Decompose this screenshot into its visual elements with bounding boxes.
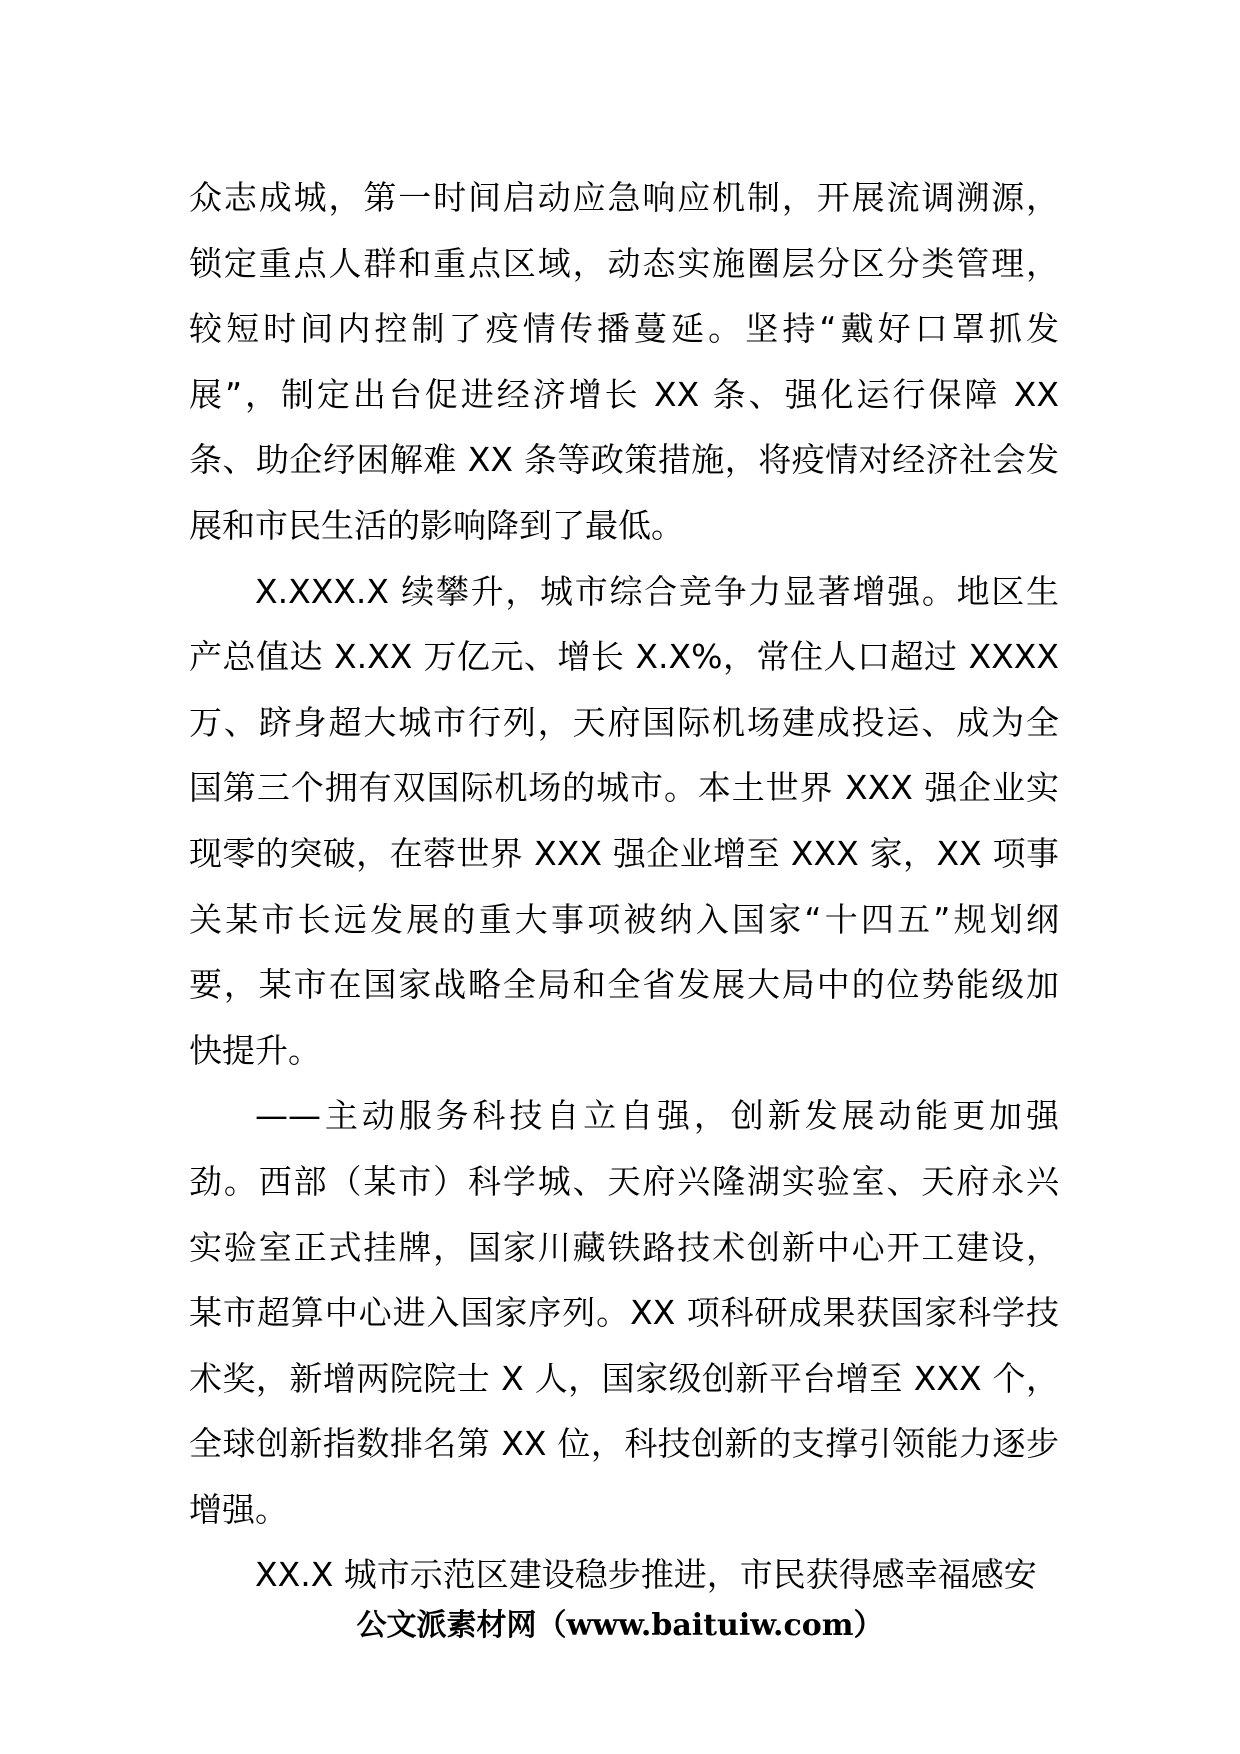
- text-line: 要，某市在国家战略全局和全省发展大局中的位势能级加: [189, 965, 1059, 1005]
- text-line: 某市超算中心进入国家序列。XX 项科研成果获国家科学技: [189, 1293, 1059, 1333]
- body-text: [189, 165, 1059, 1608]
- text-line: ——主动服务科技自立自强，创新发展动能更加强: [255, 1096, 1059, 1136]
- paragraph: [189, 559, 1059, 1084]
- text-line: 众志成城，第一时间启动应急响应机制，开展流调溯源，: [189, 178, 1059, 217]
- text-line: 关某市长远发展的重大事项被纳入国家“十四五”规划纲: [189, 899, 1059, 939]
- text-line: 锁定重点人群和重点区域，动态实施圈层分区分类管理，: [189, 243, 1059, 283]
- text-line: X.XXX.X 续攀升，城市综合竞争力显著增强。地区生: [255, 571, 1059, 611]
- text-line: 展”，制定出台促进经济增长 XX 条、强化运行保障 XX: [189, 374, 1059, 414]
- text-line: 产总值达 X.XX 万亿元、增长 X.X%，常住人口超过 XXXX: [189, 637, 1059, 677]
- paragraph: [189, 1083, 1059, 1542]
- footer-watermark: 公文派素材网（www.baituiw.com）: [356, 1608, 884, 1643]
- text-line: 术奖，新增两院院士 X 人，国家级创新平台增至 XXX 个，: [189, 1358, 1059, 1398]
- paragraph: [189, 1542, 1059, 1608]
- paragraph: [189, 165, 1059, 559]
- text-line: 全球创新指数排名第 XX 位，科技创新的支撑引领能力逐步: [189, 1424, 1059, 1464]
- text-line: 现零的突破，在蓉世界 XXX 强企业增至 XXX 家，XX 项事: [189, 833, 1059, 873]
- text-line: 展和市民生活的影响降到了最低。: [189, 505, 684, 545]
- text-line: 万、跻身超大城市行列，天府国际机场建成投运、成为全: [189, 702, 1059, 742]
- text-line: 快提升。: [189, 1030, 321, 1070]
- text-line: 国第三个拥有双国际机场的城市。本土世界 XXX 强企业实: [189, 768, 1059, 808]
- text-line: 实验室正式挂牌，国家川藏铁路技术创新中心开工建设，: [189, 1227, 1059, 1267]
- text-line: 增强。: [189, 1489, 288, 1529]
- text-line: 较短时间内控制了疫情传播蔓延。坚持“戴好口罩抓发: [189, 309, 1059, 349]
- text-line: 条、助企纾困解难 XX 条等政策措施，将疫情对经济社会发: [189, 440, 1059, 480]
- text-line: 劲。西部（某市）科学城、天府兴隆湖实验室、天府永兴: [189, 1161, 1059, 1201]
- text-line: XX.X 城市示范区建设稳步推进，市民获得感幸福感安: [255, 1555, 1037, 1595]
